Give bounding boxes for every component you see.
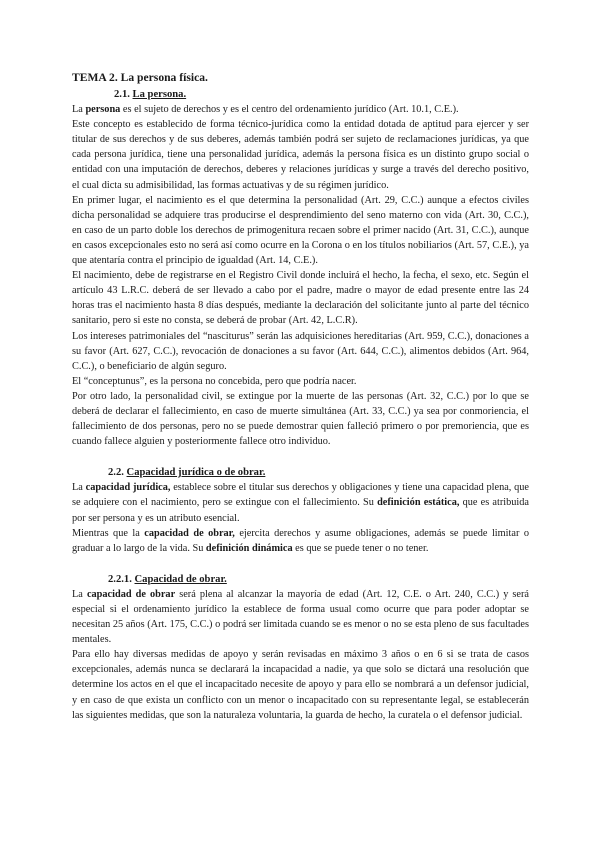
bold-term: definición estática, [377,497,460,509]
section-title: Capacidad jurídica o de obrar. [126,467,266,479]
bold-term: capacidad de obrar [86,588,176,600]
section-heading-2-2 [72,465,529,480]
paragraph [72,480,529,525]
text-run: La [72,104,86,116]
section-number: 2.1. [114,89,130,100]
text-run: es que se puede tener o no tener. [292,542,429,554]
text-run: ejercita derechos y asume obligaciones, además se puede limitar o graduar a lo largo de la vida. Su [72,527,529,554]
section-number: 2.2. [108,467,124,479]
section-title: Capacidad de obrar. [134,573,227,585]
paragraph [72,102,529,117]
paragraph: El nacimiento, debe de registrarse en el Registro Civil donde incluirá el hecho, la fecha, el sexo, etc. Según el artículo 43 L.R.C. deberá de ser llevado a cabo por el padre, madre o mayor de edad presente entre las 24 horas tras el nacimiento hasta 8 días después, mediante la declaración del solicitante junto al parte del técnico sanitario, pero si este no consta, se deberá de probar (Art. 42, L.C.R). [72,270,529,327]
bold-term: capacidad de obrar, [144,527,235,539]
paragraph: Los intereses patrimoniales del “nasciturus” serán las adquisiciones hereditarias (Art. 959, C.C.), donaciones a su favor (Art. 627, C.C.), revocación de donaciones a su favor (Art. 644, C.C.), alimentos debidos (Art. 964, C.C.), o beneficiario de algún seguro. [72,330,529,372]
section-heading-2-1 [72,87,529,102]
paragraph [72,587,529,647]
text-run: que es atribuida por ser persona y es un atributo esencial. [72,497,529,524]
paragraph: El “conceptunus”, es la persona no concebida, pero que podría nacer. [72,375,357,387]
section-title: La persona. [132,89,187,100]
paragraph: Para ello hay diversas medidas de apoyo y serán revisadas en máximo 3 años o en 6 si se trata de casos excepcionales, además nunca se declarará la incapacidad a nadie, ya que solo se dictará una resolución que determine los actos en el que el incapacitado necesite de apoyo y para ello se nombrará a un defensor judicial, y en caso de que exista un conflicto con un menor o incapacitado con su representante legal, se establecerán las siguientes medidas, que son la naturaleza voluntaria, la guarda de hecho, la curatela o el defensor judicial. [72,649,529,721]
paragraph [72,526,529,556]
bold-term: definición dinámica [205,542,293,554]
section-number: 2.2.1. [108,573,132,585]
text-run: La [72,482,86,494]
text-run: es el sujeto de derechos y es el centro del ordenamiento jurídico (Art. 10.1, C.E.). [120,104,459,116]
page-title: TEMA 2. La persona física. [72,71,208,84]
text-run: Mientras que la [72,527,145,539]
section-heading-2-2-1 [72,572,529,587]
paragraph: Por otro lado, la personalidad civil, se extingue por la muerte de las personas (Art. 32, C.C.) por lo que se deberá de declarar el fallecimiento, en caso de muerte simultánea (Art. 33, C.C.) ya sea por conmoriencia, el fallecimiento de dos personas, pero no se puede demostrar quien falleció primero o por premoriencia, que es cuando fallece alguien y posteriormente fallece otro individuo. [72,390,529,448]
text-run: La [72,588,87,600]
text-run: establece sobre el titular sus derechos y obligaciones y tiene una capacidad plena, que se adquiere con el nacimiento, pero se extingue con el fallecimiento. Su [72,482,530,509]
paragraph: Este concepto es establecido de forma técnico-jurídica como la entidad dotada de aptitud para ejercer y ser titular de sus derechos y de sus deberes, además también podrá ser sujeto de reclamaciones jurídicas, ya que cada persona jurídica, tiene una personalidad jurídica, además la persona física es un distinto grupo social o entidad con una imputación de derechos, deberes y relaciones jurídicas y surge a través del derecho positivo, el cual dicta su admisibilidad, las formas actuativas y de su régimen jurídico. [72,119,529,191]
document-body [72,70,529,723]
text-run: será plena al alcanzar la mayoría de edad (Art. 12, C.E. o Art. 240, C.C.) y será especial si el ordenamiento jurídico la establece de forma usual como ocurre que para poder adoptar se necesitan 25 años (Art. 175, C.C.) o podrá ser limitada cuando se es menor o no se esta pleno de sus facultades mentales. [72,588,529,646]
bold-term: capacidad jurídica, [85,482,171,494]
paragraph: En primer lugar, el nacimiento es el que determina la personalidad (Art. 29, C.C.) aunque a efectos civiles dicha personalidad se adquiere tras producirse el desprendimiento del seno materno con vida (Art. 30, C.C.), en caso de un parto doble los derechos de primogenitura recaen sobre el primer nacido (Art. 31, C.C.), aunque en casos excepcionales esto no será así como ocurre en la Corona o en los títulos nobiliarios (Art. 57, C.E.), ya que atentaría contra el principio de igualdad (Art. 14, C.E.). [72,194,529,267]
bold-term: persona [85,104,121,116]
